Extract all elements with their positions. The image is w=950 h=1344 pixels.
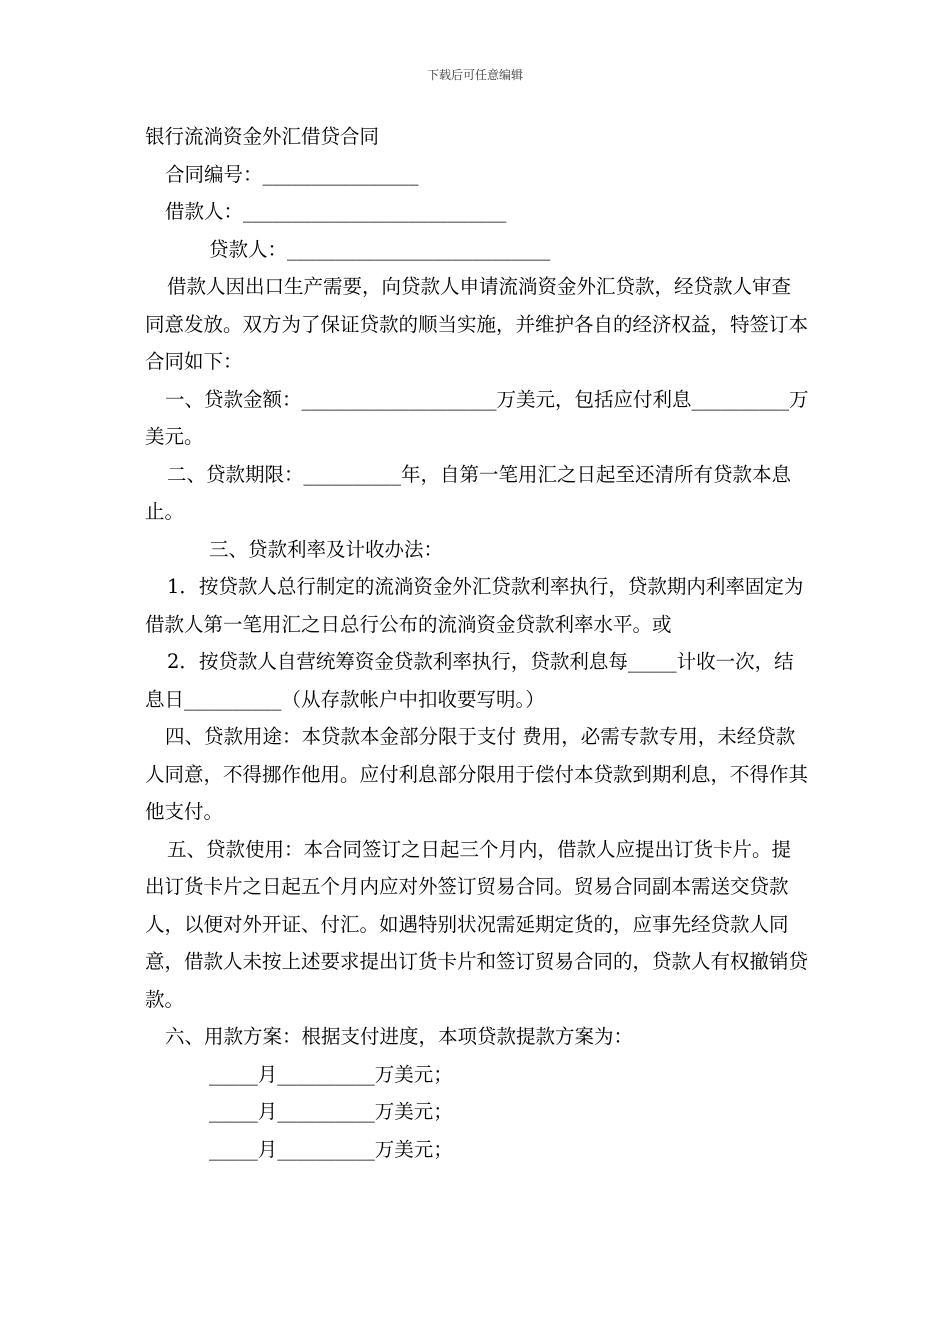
drawdown-plan-row: _____月__________万美元； <box>209 1062 453 1086</box>
drawdown-plan-row: _____月__________万美元； <box>209 1137 453 1161</box>
borrower-line: 借款人：___________________________ <box>165 200 507 223</box>
lender-line: 贷款人：___________________________ <box>209 237 551 261</box>
clause-interest-option-2: 2．按贷款人自营统筹资金贷款利率执行，贷款利息每_____计收一次，结息日__________（从存款帐户中扣收要写明。） <box>145 650 794 711</box>
clause-drawdown-plan: 六、用款方案：根据支付进度，本项贷款提款方案为： <box>165 1025 634 1048</box>
clause-loan-purpose: 四、贷款用途：本贷款本金部分限于支付 费用，必需专款专用，未经贷款人同意，不得挪作他用。应付利息部分限用于偿付本贷款到期利息，不得作其他支付。 <box>145 725 809 823</box>
intro-paragraph: 借款人因出口生产需要，向贷款人申请流淌资金外汇贷款，经贷款人审查同意发放。双方为了保证贷款的顺当实施，并维护各自的经济权益，特签订本合同如下： <box>145 275 809 373</box>
contract-number-line: 合同编号：________________ <box>165 162 419 186</box>
clause-loan-amount: 一、贷款金额：____________________万美元，包括应付利息__________万美元。 <box>145 387 809 448</box>
clause-interest-heading: 三、贷款利率及计收办法： <box>209 537 444 561</box>
document-title: 银行流淌资金外汇借贷合同 <box>145 125 380 148</box>
page-header-note: 下载后可任意编辑 <box>426 68 523 82</box>
clause-interest-option-1: 1．按贷款人总行制定的流淌资金外汇贷款利率执行，贷款期内利率固定为借款人第一笔用汇之日总行公布的流淌资金贷款利率水平。或 <box>145 575 804 636</box>
contract-document <box>145 118 810 1168</box>
drawdown-plan-row: _____月__________万美元； <box>209 1100 453 1123</box>
clause-loan-term: 二、贷款期限：__________年，自第一笔用汇之日起至还清所有贷款本息止。 <box>145 462 792 523</box>
clause-loan-usage: 五、贷款使用：本合同签订之日起三个月内，借款人应提出订货卡片。提出订货卡片之日起五个月内应对外签订贸易合同。贸易合同副本需送交贷款人，以便对外开证、付汇。如遇特别状况需延期定货的，应事先经贷款人同意，借款人未按上述要求提出订货卡片和签订贸易合同的，贷款人有权撤销贷款。 <box>145 837 809 1011</box>
